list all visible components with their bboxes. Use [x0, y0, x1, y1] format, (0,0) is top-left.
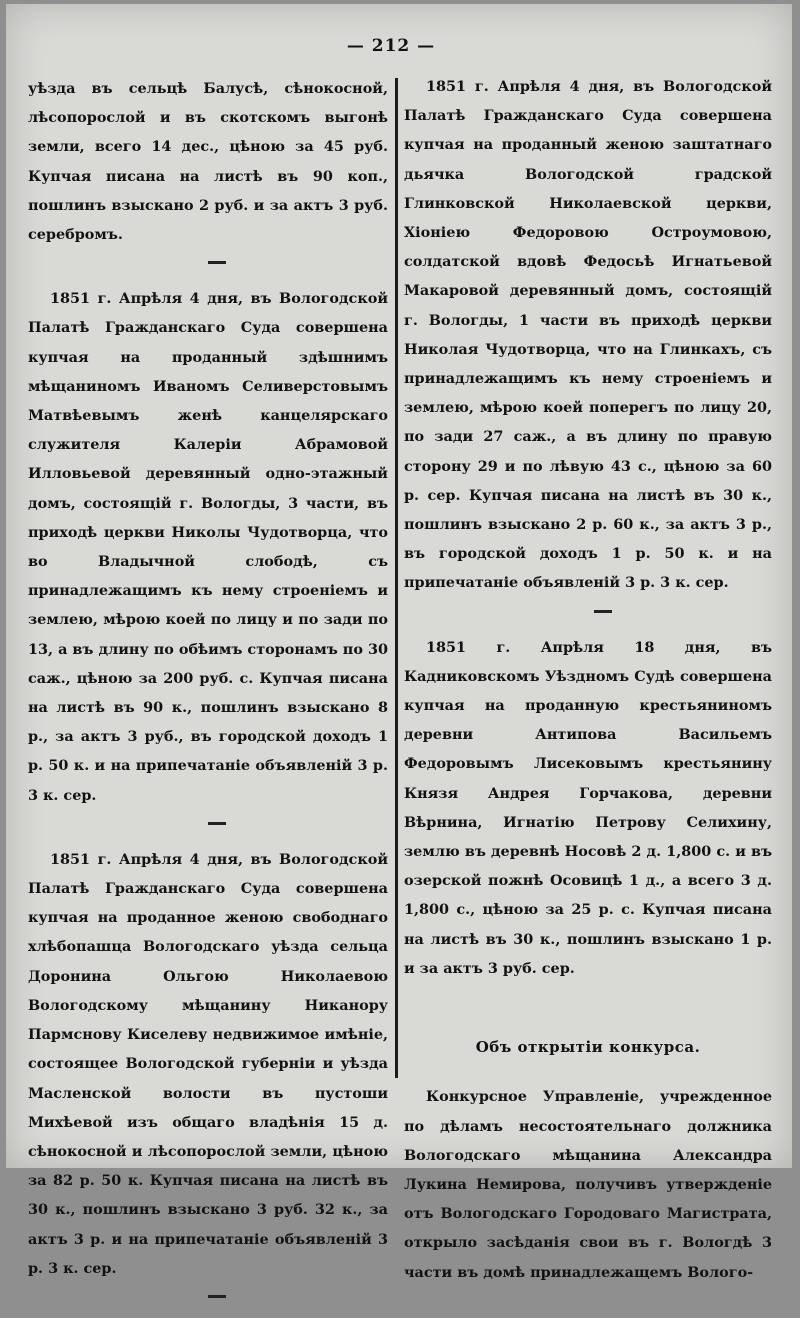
page-number: — 212 —: [346, 36, 436, 56]
separator-dash: [208, 1295, 226, 1298]
right-paragraph-1: 1851 г. Апрѣля 4 дня, въ Вологодской Палатѣ Гражданскаго Суда совершена купчая на проданный женою заштатнаго дьячка Вологодской градской Глинковской Николаевской церкви, Хіоніею Федоровою Остроумовою, солдатской вдовѣ Федосьѣ Игнатьевой Макаровой деревянный домъ, состоящій г. Вологды, 1 части въ приходѣ церкви Николая Чудотворца, что на Глинкахъ, съ принадлежащимъ къ нему строеніемъ и землею, мѣрою коей поперегъ по лицу 20, по зади 27 саж., а въ длину по правую сторону 29 и по лѣвую 43 с., цѣною за 60 р. сер. Купчая писана на листѣ въ 30 к., пошлинъ взыскано 2 р. 60 к., за актъ 3 р., въ городской доходъ 1 р. 50 к. и на припечатаніе объявленій 3 р. 3 к. сер.: [404, 78, 772, 592]
left-paragraph-1: уѣзда въ сельцѣ Балусѣ, сѣнокосной, лѣсопорослой и въ скотскомъ выгонѣ земли, всего 14 дес., цѣною за 45 руб. Купчая писана на листѣ въ 90 коп., пошлинъ взыскано 2 руб. и за актъ 3 руб. серебромъ.: [28, 80, 388, 244]
separator-dash: [208, 261, 226, 264]
section-heading: Объ открытіи конкурса.: [475, 1038, 701, 1057]
right-paragraph-2: 1851 г. Апрѣля 18 дня, въ Кадниковскомъ Уѣздномъ Судѣ совершена купчая на проданную крестьяниномъ деревни Антипова Васильемъ Федоровымъ Лисековымъ крестьянину Князя Андрея Горчакова, деревни Вѣрнина, Игнатію Петрову Селихину, землю въ деревнѣ Носовѣ 2 д. 1,800 с. и въ озерской пожнѣ Осовицѣ 1 д., а всего 3 д. 1,800 с., цѣною за 25 р. с. Купчая писана на листѣ въ 30 к., пошлинъ взыскано 1 р. и за актъ 3 руб. сер.: [404, 638, 772, 977]
right-column: [404, 72, 772, 1287]
left-column: [28, 74, 388, 1318]
column-divider: [395, 78, 398, 1078]
left-paragraph-3: 1851 г. Апрѣля 4 дня, въ Вологодской Палатѣ Гражданскаго Суда совершена купчая на проданное женою свободнаго хлѣбопашца Вологодскаго уѣзда сельца Доронина Ольгою Николаевою Вологодскому мѣщанину Никанору Пармснову Киселеву недвижимое имѣніе, состоящее Вологодской губерніи и уѣзда Масленской волости въ пустоши Михѣевой изъ общаго владѣнія 15 д. сѣнокосной и лѣсопорослой земли, цѣною за 82 р. 50 к. Купчая писана на листѣ въ 30 к., пошлинъ взыскано 3 руб. 32 к., за актъ 3 р. и на припечатаніе объявленій 3 р. 3 к. сер.: [28, 850, 388, 1277]
document-page: [6, 4, 792, 1281]
right-paragraph-3: Конкурсное Управленіе, учрежденное по дѣламъ несостоятельнаго должника Вологодскаго мѣщанина Александра Лукина Немирова, получивъ утвержденіе отъ Вологодскаго Городоваго Магистрата, открыло засѣданія свои въ г. Вологдѣ 3 части въ домѣ принадлежащемъ Волого-: [404, 1088, 772, 1281]
left-paragraph-2: 1851 г. Апрѣля 4 дня, въ Вологодской Палатѣ Гражданскаго Суда совершена купчая на проданный здѣшнимъ мѣщаниномъ Иваномъ Селиверстовымъ Матвѣевымъ женѣ канцелярскаго служителя Калеріи Абрамовой Илловьевой деревянный одно-этажный домъ, состоящій г. Вологды, 3 части, въ приходѣ церкви Николы Чудотворца, что во Владычной слободѣ, съ принадлежащимъ къ нему строеніемъ и землею, мѣрою коей по лицу и по зади по 13, а въ длину по обѣимъ сторонамъ по 30 саж., цѣною за 200 руб. с. Купчая писана на листѣ въ 90 к., пошлинъ взыскано 8 р., за актъ 3 руб., въ городской доходъ 1 р. 50 к. и на припечатаніе объявленій 3 р. 3 к. сер.: [28, 290, 388, 804]
separator-dash: [208, 822, 226, 825]
separator-dash: [594, 610, 612, 613]
